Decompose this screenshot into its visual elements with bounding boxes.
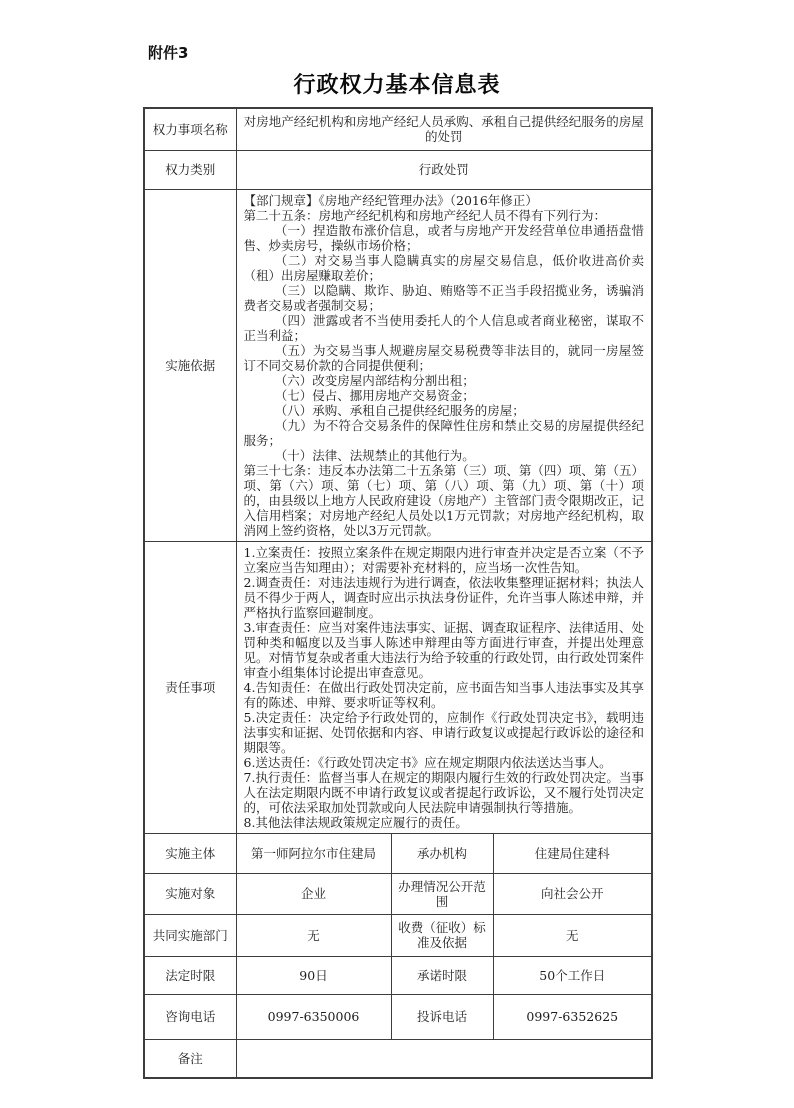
legal-basis-paragraph: （一）捏造散布涨价信息，或者与房地产开发经营单位串通捂盘惜售、炒卖房号，操纵市场价格；: [243, 222, 645, 253]
label-remark: 备注: [144, 1039, 236, 1078]
value-fee-standard: 无: [493, 914, 652, 956]
label-duties: 责任事项: [144, 541, 236, 833]
value-power-category: 行政处罚: [236, 150, 652, 189]
table-row-remark: [144, 1039, 652, 1078]
label-promised-time-limit: 承诺时限: [391, 956, 493, 994]
duty-paragraph: 7.执行责任：监督当事人在规定的期限内履行生效的行政处罚决定。当事人在法定期限内既不申请行政复议或者提起行政诉讼，又不履行处罚决定的，可依法采取加处罚款或向人民法院申请强制执行等措施。: [243, 769, 645, 815]
table-row-implementation-target: [144, 873, 652, 914]
value-remark: [236, 1039, 652, 1078]
legal-basis-paragraph: （七）侵占、挪用房地产交易资金；: [274, 387, 475, 403]
duty-paragraph: 8.其他法律法规政策规定应履行的责任。: [243, 814, 468, 830]
value-complaint-phone: 0997-6352625: [493, 994, 652, 1039]
label-fee-standard: 收费（征收）标准及依据: [391, 914, 493, 956]
table-row-phones: [144, 994, 652, 1039]
duty-paragraph: 2.调查责任：对违法违规行为进行调查，依法收集整理证据材料；执法人员不得少于两人，调查时应出示执法身份证件，允许当事人陈述申辩，并严格执行监察回避制度。: [243, 574, 645, 620]
label-handling-agency: 承办机构: [391, 833, 493, 873]
label-inquiry-phone: 咨询电话: [144, 994, 236, 1039]
table-row-joint-departments: [144, 914, 652, 956]
legal-basis-paragraph: （四）泄露或者不当使用委托人的个人信息或者商业秘密，谋取不正当利益；: [243, 312, 645, 343]
value-disclosure-scope: 向社会公开: [493, 873, 652, 914]
legal-basis-paragraph: （二）对交易当事人隐瞒真实的房屋交易信息，低价收进高价卖（租）出房屋赚取差价；: [243, 252, 645, 283]
label-legal-basis: 实施依据: [144, 189, 236, 541]
label-statutory-time-limit: 法定时限: [144, 956, 236, 994]
value-handling-agency: 住建局住建科: [493, 833, 652, 873]
label-implementing-body: 实施主体: [144, 833, 236, 873]
legal-basis-paragraph: （八）承购、承租自己提供经纪服务的房屋；: [274, 402, 525, 418]
table-row-implementing-body: [144, 833, 652, 873]
label-complaint-phone: 投诉电话: [391, 994, 493, 1039]
legal-basis-paragraph: （九）为不符合交易条件的保障性住房和禁止交易的房屋提供经纪服务；: [243, 417, 645, 448]
value-power-item-name: 对房地产经纪机构和房地产经纪人员承购、承租自己提供经纪服务的房屋的处罚: [236, 108, 652, 150]
table-row-legal-basis: [144, 189, 652, 541]
table-row-statutory-time-limit: [144, 956, 652, 994]
duty-paragraph: 4.告知责任：在做出行政处罚决定前，应书面告知当事人违法事实及其享有的陈述、申辩、要求听证等权利。: [243, 679, 645, 710]
label-joint-departments: 共同实施部门: [144, 914, 236, 956]
legal-basis-paragraph: （六）改变房屋内部结构分割出租；: [274, 372, 475, 388]
duty-paragraph: 3.审查责任：应当对案件违法事实、证据、调查取证程序、法律适用、处罚种类和幅度以及当事人陈述申辩理由等方面进行审查，并提出处理意见。对情节复杂或者重大违法行为给予较重的行政处罚，由行政处罚案件审查小组集体讨论提出审查意见。: [243, 619, 645, 680]
duty-paragraph: 5.决定责任：决定给予行政处罚的，应制作《行政处罚决定书》，载明违法事实和证据、处罚依据和内容、申请行政复议或提起行政诉讼的途径和期限等。: [243, 709, 645, 755]
value-statutory-time-limit: 90日: [236, 956, 391, 994]
value-promised-time-limit: 50个工作日: [493, 956, 652, 994]
value-joint-departments: 无: [236, 914, 391, 956]
legal-basis-paragraph: 第二十五条：房地产经纪机构和房地产经纪人员不得有下列行为：: [243, 207, 607, 223]
duty-paragraph: 6.送达责任：《行政处罚决定书》应在规定期限内依法送达当事人。: [243, 754, 612, 770]
label-power-item-name: 权力事项名称: [144, 108, 236, 150]
legal-basis-paragraph: （三）以隐瞒、欺诈、胁迫、贿赂等不正当手段招揽业务，诱骗消费者交易或者强制交易；: [243, 282, 645, 313]
table-row-duties: [144, 541, 652, 833]
legal-basis-paragraph: 第三十七条：违反本办法第二十五条第（三）项、第（四）项、第（五）项、第（六）项、第（七）项、第（八）项、第（九）项、第（十）项的，由县级以上地方人民政府建设（房地产）主管部门责令限期改正，记入信用档案；对房地产经纪人员处以1万元罚款；对房地产经纪机构，取消网上签约资格，处以3万元罚款。: [243, 462, 645, 538]
legal-basis-paragraph: （十）法律、法规禁止的其他行为。: [274, 447, 475, 463]
value-legal-basis: [236, 189, 652, 541]
info-table: [143, 107, 653, 1079]
legal-basis-paragraph: （五）为交易当事人规避房屋交易税费等非法目的，就同一房屋签订不同交易价款的合同提供便利；: [243, 342, 645, 373]
label-power-category: 权力类别: [144, 150, 236, 189]
value-duties: [236, 541, 652, 833]
value-implementing-body: 第一师阿拉尔市住建局: [236, 833, 391, 873]
table-row-power-category: [144, 150, 652, 189]
legal-basis-paragraph: 【部门规章】《房地产经纪管理办法》（2016年修正）: [243, 192, 538, 208]
page-title: 行政权力基本信息表: [293, 72, 501, 98]
table-row-power-name: [144, 108, 652, 150]
attachment-label: 附件3: [148, 44, 189, 62]
duty-paragraph: 1.立案责任：按照立案条件在规定期限内进行审查并决定是否立案（不予立案应当告知理由）；对需要补充材料的，应当场一次性告知。: [243, 544, 645, 575]
value-implementation-target: 企业: [236, 873, 391, 914]
value-inquiry-phone: 0997-6350006: [236, 994, 391, 1039]
label-implementation-target: 实施对象: [144, 873, 236, 914]
label-disclosure-scope: 办理情况公开范围: [391, 873, 493, 914]
